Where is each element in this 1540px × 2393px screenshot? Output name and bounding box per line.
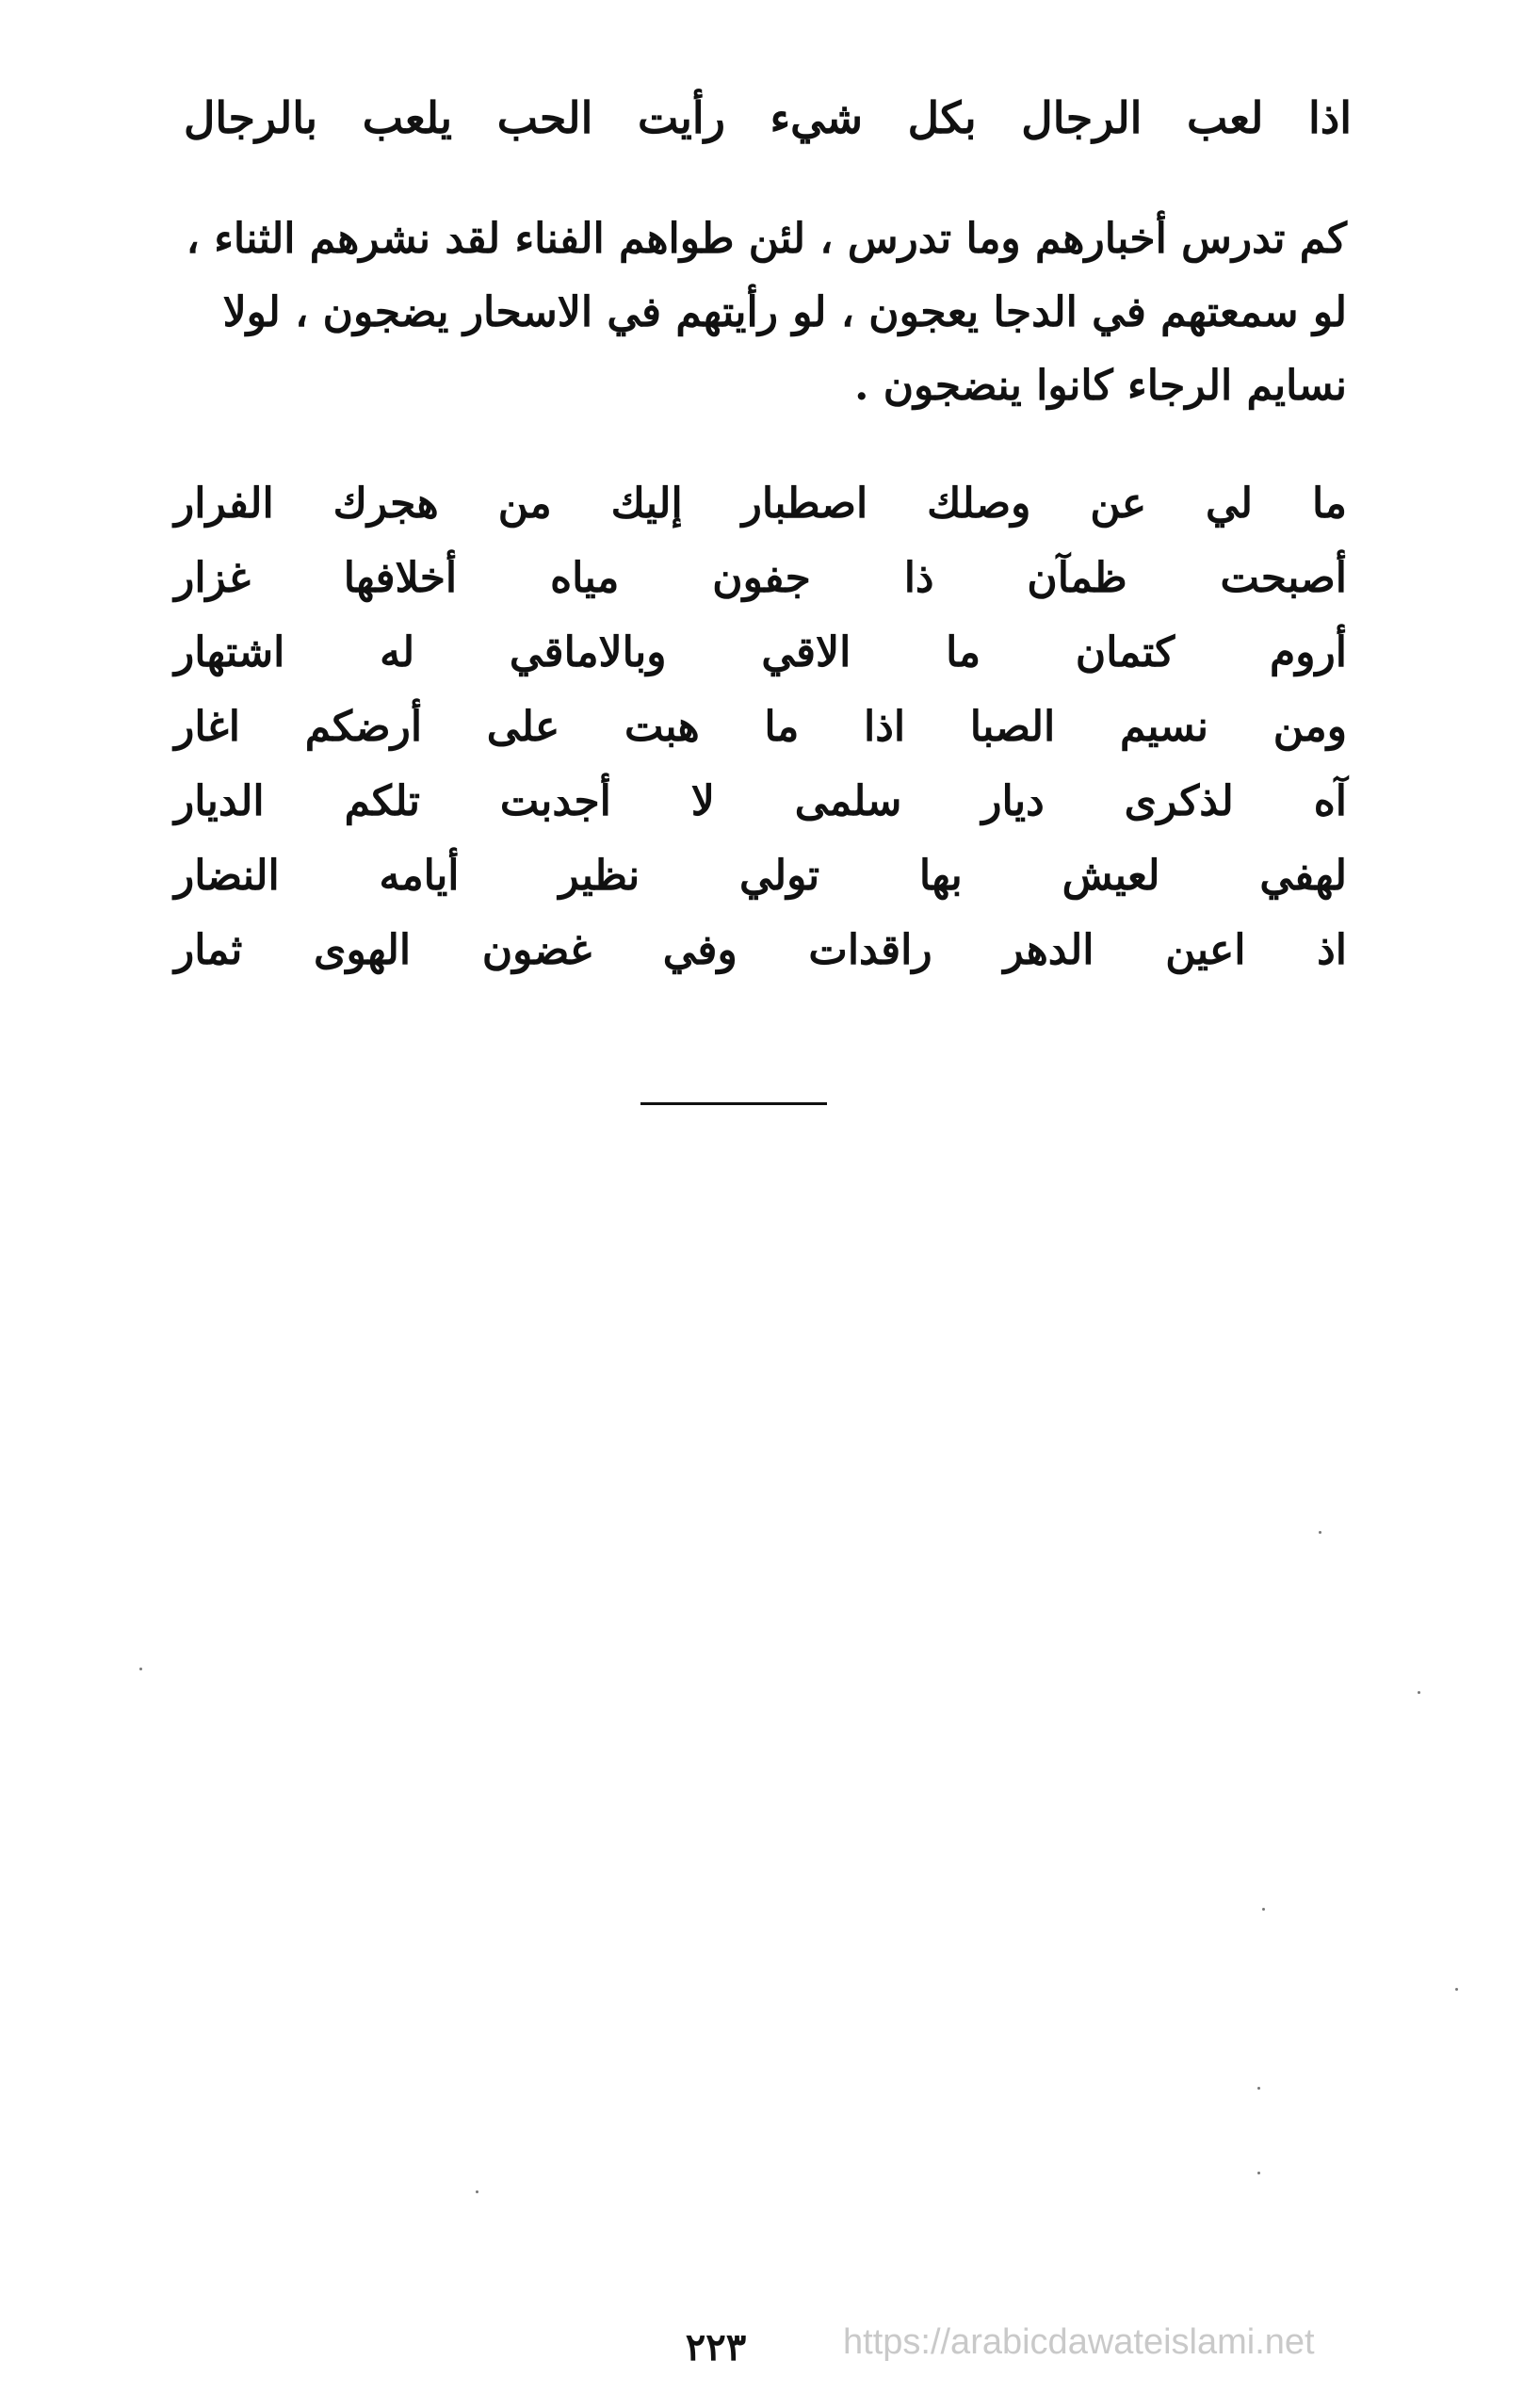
poem-word: أيامه <box>379 852 460 900</box>
watermark-url: https://arabicdawateislami.net <box>843 2322 1315 2362</box>
poem-word: ظمآن <box>1027 554 1127 602</box>
poem-word: بها <box>918 852 963 900</box>
poem-word: مياه <box>550 554 620 602</box>
poem-word: أرضكم <box>304 703 423 751</box>
poem-word: النضار <box>174 852 280 900</box>
poem-word: هبت <box>624 703 700 751</box>
poem-word: نسيم <box>1119 703 1208 751</box>
poem-word: سلمى <box>794 777 902 825</box>
poem-word: الهوى <box>314 926 412 974</box>
poem-word: الدهر <box>1003 926 1094 974</box>
poem-word: نظير <box>559 852 640 900</box>
poem-word: ما <box>764 703 800 751</box>
poem-word: غضون <box>481 926 592 974</box>
poem-word: من <box>497 480 552 528</box>
page-number: ٢٢٣ <box>685 2325 747 2369</box>
poem-word: راقدات <box>808 926 932 974</box>
poem-word: له <box>380 628 415 676</box>
poem-word: أجدبت <box>499 777 611 825</box>
poem-word: لذكرى <box>1124 777 1234 825</box>
poem-word: ديار <box>981 777 1045 825</box>
poem-word: غزار <box>174 554 251 602</box>
poem-word: اذا <box>864 703 906 751</box>
poem-word: الفرار <box>174 480 274 528</box>
scan-speck <box>1319 1531 1321 1534</box>
scan-speck <box>139 1668 142 1670</box>
poem-word: اغار <box>174 703 240 751</box>
scan-speck <box>1257 2172 1260 2174</box>
poem-word: ما <box>1312 480 1347 528</box>
poem-word: الصبا <box>969 703 1056 751</box>
poem-word: آه <box>1313 777 1347 825</box>
poem-verse <box>174 848 1347 904</box>
poem-verse <box>174 476 1347 532</box>
poem-verse <box>174 625 1347 681</box>
poem-word: وفي <box>662 926 738 974</box>
poem-word: جفون <box>712 554 811 602</box>
poem-word: أخلافها <box>343 554 458 602</box>
poem-word: تولي <box>739 852 820 900</box>
poem-word: ما <box>946 628 981 676</box>
section-divider <box>640 1102 827 1105</box>
poem-verse <box>174 550 1347 607</box>
poem-verse <box>174 773 1347 830</box>
poem-word: وبالاماقي <box>509 628 667 676</box>
opening-verse: اذا لعب الرجال بكل شيء رأيت الحب يلعب بالرجال <box>184 92 1352 143</box>
poem-word: اصطبار <box>741 480 868 528</box>
poem-word: اذ <box>1317 926 1347 974</box>
poem-word: عن <box>1090 480 1147 528</box>
poem-word: أروم <box>1270 628 1347 676</box>
scan-speck <box>1455 1988 1458 1991</box>
poem-verse <box>174 922 1347 979</box>
poem-word: الديار <box>174 777 265 825</box>
scan-speck <box>1262 1908 1265 1911</box>
poem-word: أصبحت <box>1220 554 1347 602</box>
poem-verse <box>174 699 1347 756</box>
poem-word: تلكم <box>344 777 420 825</box>
poem-word: ثمار <box>174 926 243 974</box>
poem-word: اشتهار <box>174 628 285 676</box>
poem-word: على <box>486 703 560 751</box>
poem-word: وصلك <box>927 480 1031 528</box>
poem-word: اعين <box>1165 926 1246 974</box>
scan-speck <box>1257 2087 1260 2090</box>
poem-word: لا <box>690 777 715 825</box>
poem-word: ذا <box>903 554 934 602</box>
scan-speck <box>1418 1691 1420 1694</box>
poem-word: ومن <box>1273 703 1347 751</box>
poem-word: الاقي <box>761 628 851 676</box>
poem-word: كتمان <box>1075 628 1175 676</box>
poem-word: لهفي <box>1259 852 1347 900</box>
poem-word: لعيش <box>1062 852 1160 900</box>
poem-block <box>174 476 1347 1003</box>
poem-word: لي <box>1206 480 1254 528</box>
poem-word: هجرك <box>332 480 439 528</box>
prose-paragraph: كم تدرس أخبارهم وما تدرس ، لئن طواهم الفناء لقد نشرهم الثناء ، لو سمعتهم في الدجا يعجون ، لو رأيتهم في الاسحار يضجون ، لولا نسايم الرجاء كانوا ينضجون . <box>186 215 1347 410</box>
scan-speck <box>476 2190 478 2193</box>
poem-word: إليك <box>610 480 683 528</box>
